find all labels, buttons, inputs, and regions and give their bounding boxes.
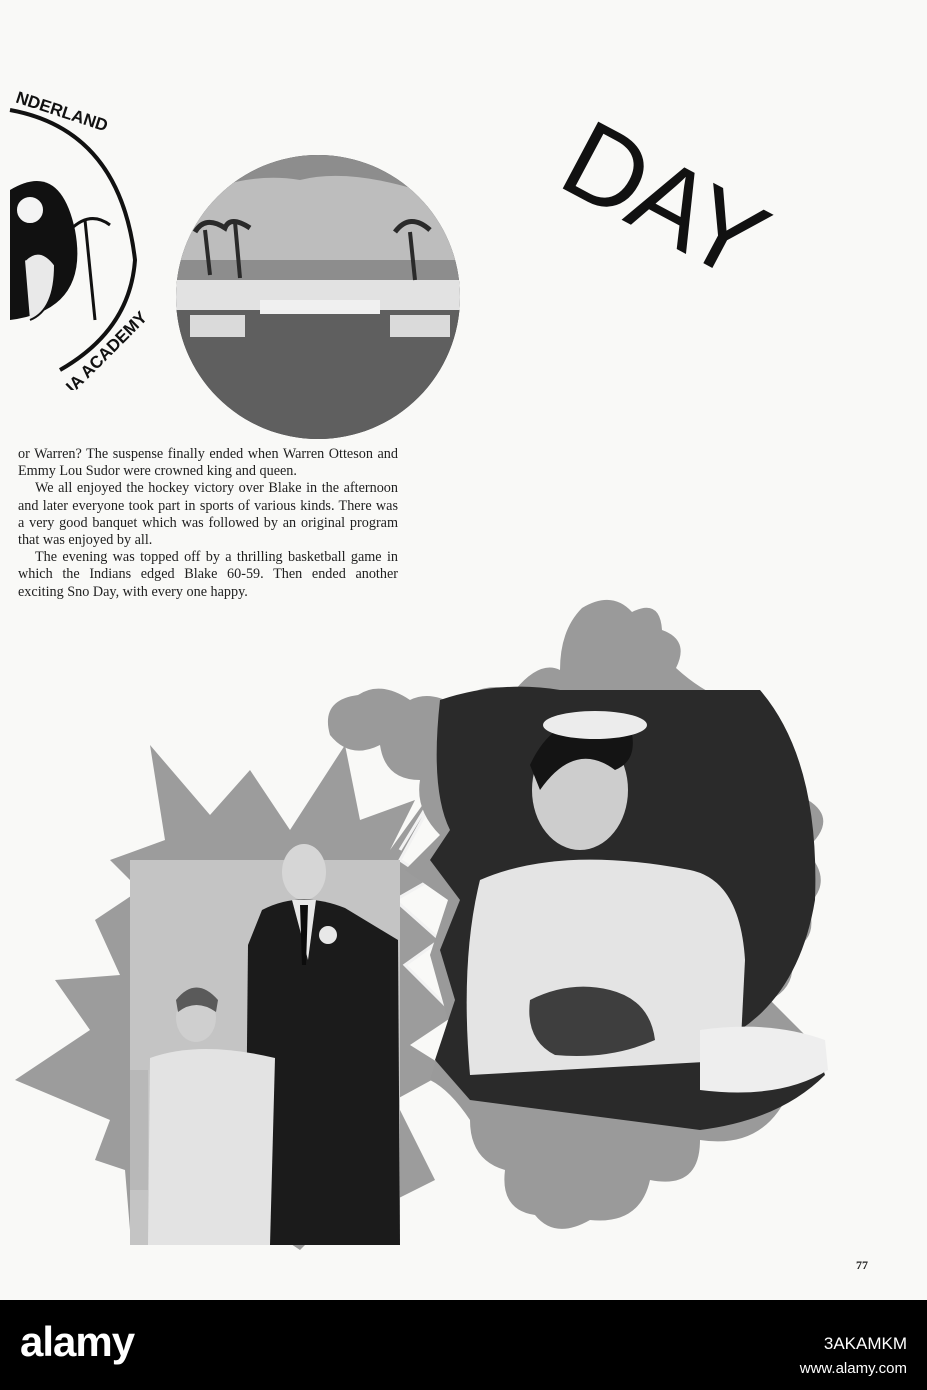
watermark-bar: [0, 1300, 927, 1390]
academy-seal-logo: [0, 70, 150, 390]
svg-text:IA ACADEMY: [62, 307, 150, 390]
page-number: 77: [856, 1258, 868, 1272]
article-paragraph: The evening was topped off by a thrilling basketball game in which the Indians edged Blake 60-59. Then ended another exciting Sno Day, with every one happy.: [18, 549, 398, 600]
seal-bottom-text: IA ACADEMY: [62, 307, 150, 390]
seal-top-text: NDERLAND: [13, 87, 111, 136]
brand-url: www.alamy.com: [799, 1360, 907, 1377]
page-title: [543, 95, 810, 303]
article-paragraph: or Warren? The suspense finally ended when Warren Otteson and Emmy Lou Sudor were crowned king and queen.: [18, 446, 398, 480]
image-id: 3AKAMKM: [823, 1334, 907, 1353]
article-body: [18, 446, 398, 601]
title-text: DAY: [543, 96, 784, 303]
brand-logo: alamy: [20, 1318, 135, 1365]
article-paragraph: We all enjoyed the hockey victory over Blake in the afternoon and later everyone took part in sports of various kinds. There was a very good banquet which was followed by an original program that was enjoyed by all.: [18, 480, 398, 549]
